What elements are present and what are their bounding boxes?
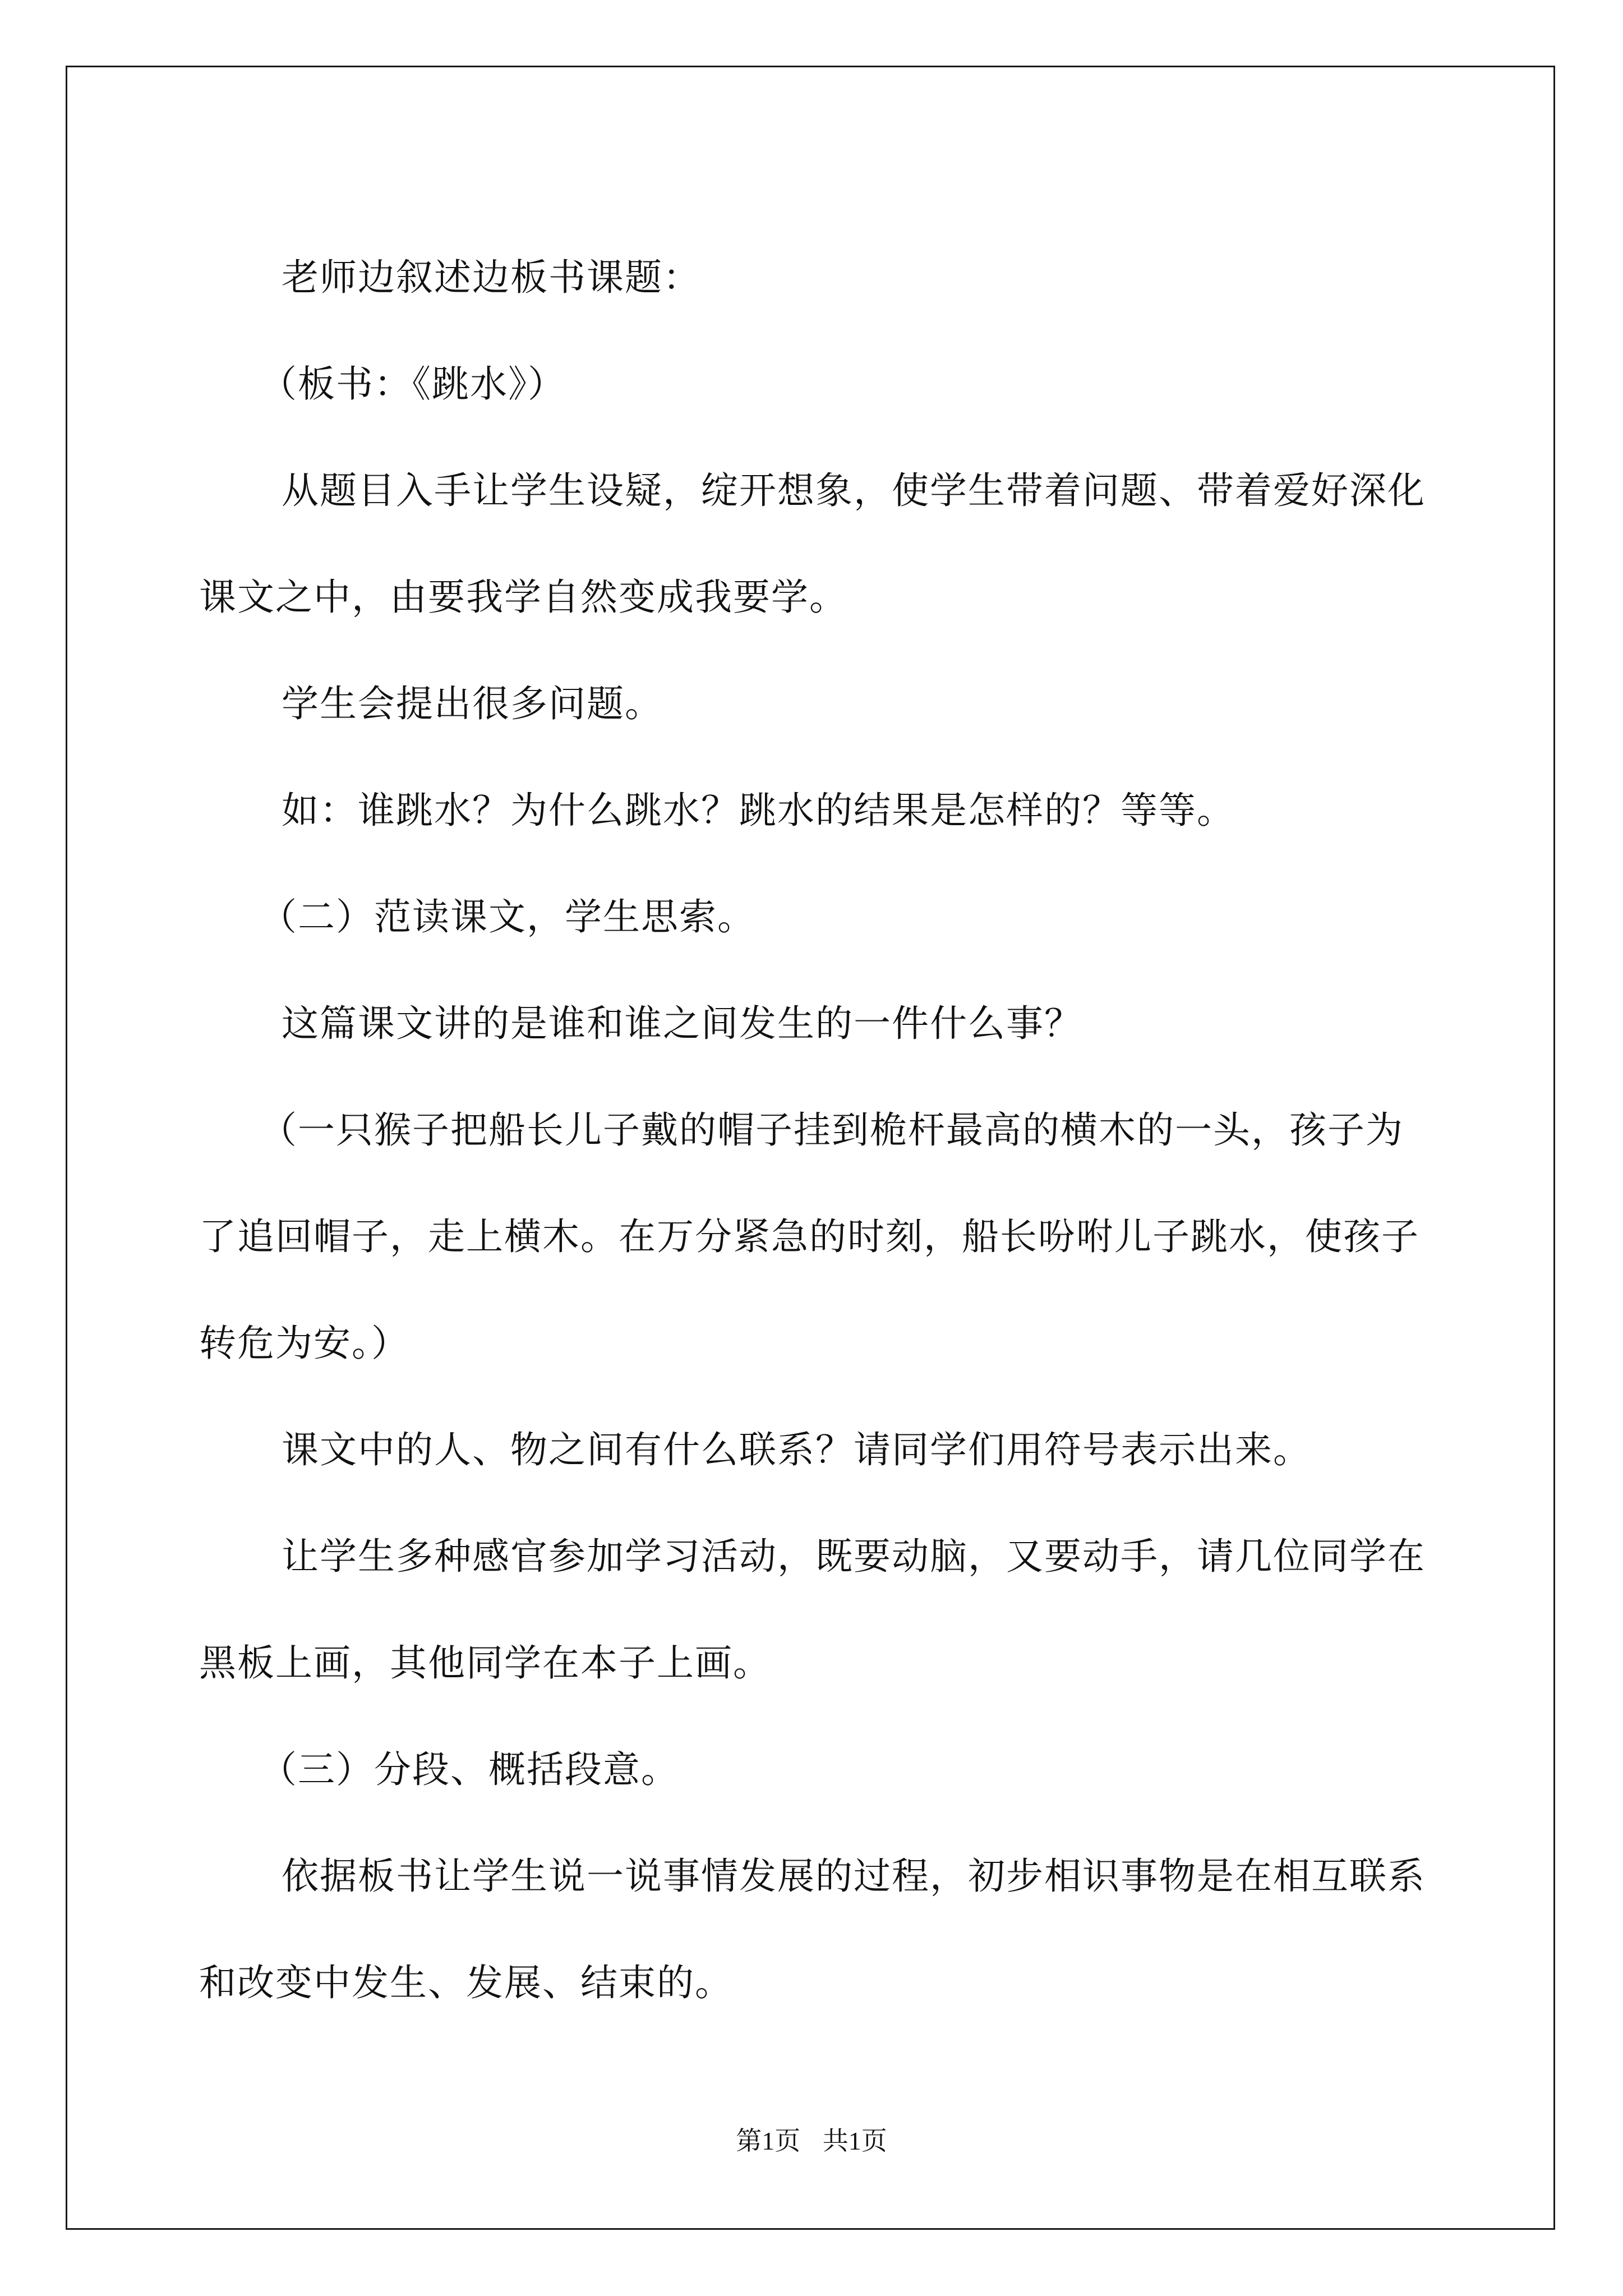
paragraph: 学生会提出很多问题。	[282, 682, 663, 725]
document-body	[199, 224, 1427, 2036]
paragraph: （二）范读课文，学生思索。	[260, 895, 755, 938]
paragraph: 如：谁跳水？为什么跳水？跳水的结果是怎样的？等等。	[282, 789, 1235, 832]
paragraph: 这篇课文讲的是谁和谁之间发生的一件什么事？	[282, 1002, 1082, 1045]
page-number: 第1页	[736, 2127, 801, 2155]
paragraph: （一只猴子把船长儿子戴的帽子挂到桅杆最高的横木的一头，孩子为了追回帽子，走上横木。在万分紧急的时刻，船长吩咐儿子跳水，使孩子转危为安。）	[199, 1108, 1419, 1365]
paragraph: （板书：《跳水》）	[260, 362, 566, 406]
paragraph: 依据板书让学生说一说事情发展的过程，初步相识事物是在相互联系和改变中发生、发展、结束的。	[199, 1855, 1426, 2004]
page-total: 共1页	[822, 2127, 887, 2155]
page-footer	[0, 2120, 1623, 2157]
paragraph: 课文中的人、物之间有什么联系？请同学们用符号表示出来。	[282, 1428, 1311, 1471]
paragraph: 老师边叙述边板书课题：	[282, 256, 701, 299]
paragraph: 让学生多种感官参加学习活动，既要动脑，又要动手，请几位同学在黑板上画，其他同学在本子上画。	[199, 1535, 1426, 1685]
paragraph: （三）分段、概括段意。	[260, 1748, 679, 1791]
paragraph: 从题目入手让学生设疑，绽开想象，使学生带着问题、带着爱好深化课文之中，由要我学自然变成我要学。	[199, 469, 1426, 619]
